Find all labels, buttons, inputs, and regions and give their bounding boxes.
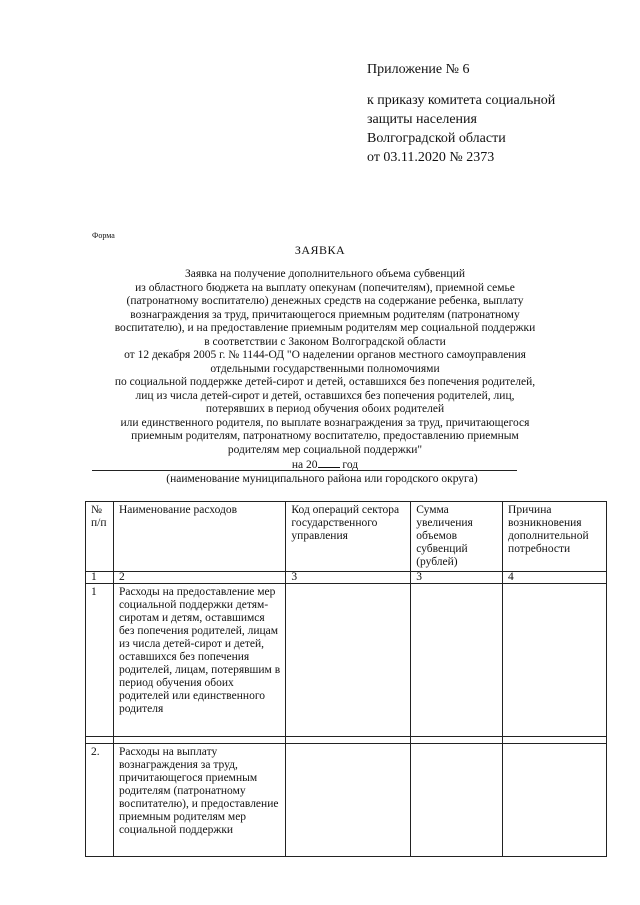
subtitle-line: лиц из числа детей-сирот и детей, оставшихся без попечения родителей, лиц, (135, 389, 515, 402)
column-number: 1 (86, 572, 114, 584)
municipality-blank-line[interactable] (92, 470, 517, 471)
row-expense-name: Расходы на выплату вознаграждения за труд, причитающегося приемным родителям (патронатному воспитателю), и предоставление приемным родителям мер социальной поддержки (113, 744, 285, 857)
subtitle-line: или единственного родителя, по выплате вознаграждения за труд, причитающегося (120, 416, 530, 429)
row-operation-code-cell[interactable] (286, 744, 411, 857)
spacer-cell (411, 737, 503, 744)
column-number: 3 (411, 572, 503, 584)
row-sum-cell[interactable] (411, 744, 503, 857)
expenses-table (85, 501, 607, 857)
subtitle-line: (патронатному воспитателю) денежных средств на содержание ребенка, выплату (126, 295, 524, 307)
subtitle-line: в соответствии с Законом Волгоградской области (204, 335, 446, 348)
form-label: Форма (92, 231, 115, 240)
row-number: 2. (86, 744, 114, 857)
spacer-cell (113, 737, 285, 744)
row-reason-cell[interactable] (503, 584, 607, 737)
header-number: № п/п (86, 502, 114, 572)
row-expense-name: Расходы на предоставление мер социальной поддержки детям-сиротам и детям, оставшимся без попечения родителей, лицам из числа детей-сирот и детей, оставшихся без попечения родителей, лицам, потерявшим в период обучения обоих родителей или единственного родителя (113, 584, 285, 737)
appendix-title: Приложение № 6 (367, 62, 470, 77)
table-header-row (86, 502, 607, 572)
year-prefix: на 20 (291, 459, 318, 471)
appendix-block (367, 60, 555, 167)
subtitle-line: приемным родителям, патронатному воспитателю, предоставлению приемным (131, 430, 519, 442)
header-reason: Причина возникновения дополнительной потребности (503, 502, 607, 572)
year-blank[interactable] (318, 457, 340, 468)
table-spacer-row (86, 737, 607, 744)
subtitle-line: потерявших в период обучения обоих родителей (205, 403, 445, 415)
row-number: 1 (86, 584, 114, 737)
column-number-row (86, 572, 607, 584)
subtitle-line: от 12 декабря 2005 г. № 1144-ОД "О наделении органов местного самоуправления (124, 349, 526, 361)
header-expense-name: Наименование расходов (113, 502, 285, 572)
header-operation-code: Код операций сектора государственного управления (286, 502, 411, 572)
appendix-line: защиты населения (367, 112, 477, 127)
spacer-cell (503, 737, 607, 744)
appendix-line: от 03.11.2020 № 2373 (367, 150, 495, 165)
document-title: ЗАЯВКА (294, 243, 346, 257)
subtitle-line: родителям мер социальной поддержки" (227, 443, 423, 456)
table-row (86, 584, 607, 737)
year-suffix: год (339, 459, 359, 471)
row-operation-code-cell[interactable] (286, 584, 411, 737)
column-number: 4 (503, 572, 607, 584)
subtitle-line: из областного бюджета на выплату опекунам (попечителям), приемной семье (135, 281, 515, 294)
document-subtitle (70, 268, 580, 473)
subtitle-line: вознаграждения за труд, причитающегося приемным родителям (патронатному (130, 308, 520, 321)
appendix-line: к приказу комитета социальной (367, 93, 556, 108)
row-sum-cell[interactable] (411, 584, 503, 737)
municipality-caption: (наименование муниципального района или городского округа) (166, 473, 478, 485)
column-number: 3 (286, 572, 411, 584)
spacer-cell (86, 737, 114, 744)
table-row (86, 744, 607, 857)
header-subvention-sum: Сумма увеличения объемов субвенций (рублей) (411, 502, 503, 572)
subtitle-line: по социальной поддержке детей-сирот и детей, оставшихся без попечения родителей, (114, 376, 536, 388)
row-reason-cell[interactable] (503, 744, 607, 857)
appendix-line: Волгоградской области (367, 131, 506, 146)
column-number: 2 (113, 572, 285, 584)
subtitle-line: воспитателю), и на предоставление приемным родителям мер социальной поддержки (114, 322, 536, 334)
subtitle-line: отдельными государственными полномочиями (210, 362, 440, 375)
spacer-cell (286, 737, 411, 744)
subtitle-line: Заявка на получение дополнительного объема субвенций (184, 268, 466, 280)
